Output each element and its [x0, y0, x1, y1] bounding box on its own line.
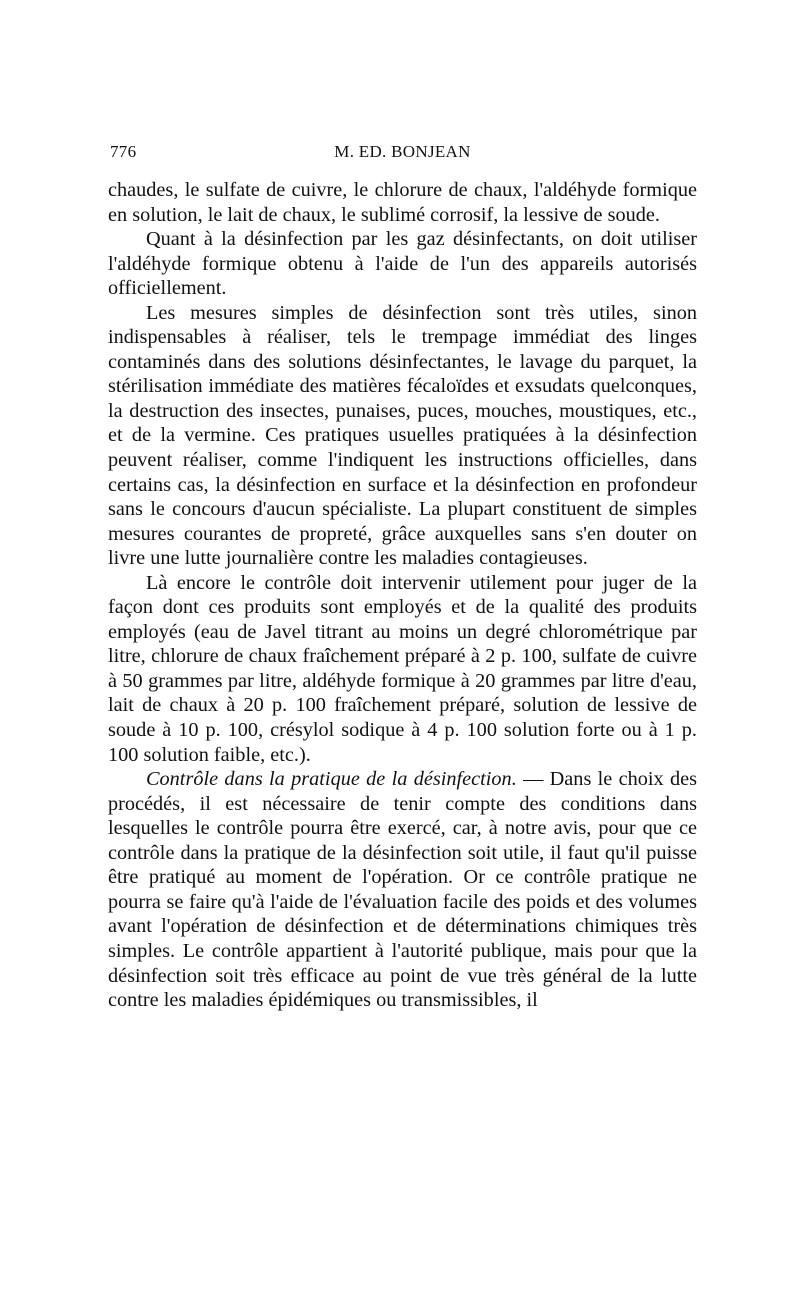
page-number: 776 [110, 142, 137, 161]
paragraph-2 [108, 227, 697, 301]
paragraph-3-text: Les mesures simples de désinfection sont très utiles, sinon indispensables à réaliser, tels le trempage immédiat des linges contaminés dans des solutions désinfectantes, le lavage du parquet, la stérilisation immédiate des matières fécaloïdes et exsudats quelconques, la destruction des insectes, punaises, puces, mouches, moustiques, etc., et de la vermine. Ces pratiques usuelles pratiquées à la désinfection peuvent réaliser, comme l'indiquent les instructions officielles, dans certains cas, la désinfection en surface et la désinfection en profondeur sans le concours d'aucun spécialiste. La plupart constituent de simples mesures courantes de propreté, grâce auxquelles sans s'en douter on livre une lutte journalière contre les maladies contagieuses. [108, 301, 697, 570]
paragraph-3 [108, 301, 697, 571]
book-page [108, 142, 697, 1013]
paragraph-4 [108, 571, 697, 767]
running-head [108, 142, 697, 170]
paragraph-1 [108, 178, 697, 227]
paragraph-5-text: — Dans le choix des procédés, il est nécessaire de tenir compte des conditions dans lesquelles le contrôle pourra être exercé, car, à notre avis, pour que ce contrôle dans la pratique de la désinfection soit utile, il faut qu'il puisse être pratiqué au moment de l'opération. Or ce contrôle pratique ne pourra se faire qu'à l'aide de l'évaluation facile des poids et des volumes avant l'opération de désinfection et de déterminations chimiques très simples. Le contrôle appartient à l'autorité publique, mais pour que la désinfection soit très efficace au point de vue très général de la lutte contre les maladies épidémiques ou transmissibles, il [108, 768, 697, 1012]
body-text [108, 178, 697, 1013]
section-heading-italic: Contrôle dans la pratique de la désinfection. [146, 768, 517, 791]
running-head-author: M. ED. BONJEAN [334, 142, 471, 161]
paragraph-2-text: Quant à la désinfection par les gaz désinfectants, on doit utiliser l'aldéhyde formique obtenu à l'aide de l'un des appareils autorisés officiellement. [108, 228, 697, 300]
paragraph-5 [108, 767, 697, 1012]
paragraph-1-text: chaudes, le sulfate de cuivre, le chlorure de chaux, l'aldéhyde formique en solution, le lait de chaux, le sublimé corrosif, la lessive de soude. [108, 179, 697, 226]
paragraph-4-text: Là encore le contrôle doit intervenir utilement pour juger de la façon dont ces produits sont employés et de la qualité des produits employés (eau de Javel titrant au moins un degré chlorométrique par litre, chlorure de chaux fraîchement préparé à 2 p. 100, sulfate de cuivre à 50 grammes par litre, aldéhyde formique à 20 grammes par litre d'eau, lait de chaux à 20 p. 100 fraîchement préparé, solution de lessive de soude à 10 p. 100, crésylol sodique à 4 p. 100 solution forte ou à 1 p. 100 solution faible, etc.). [108, 571, 697, 766]
